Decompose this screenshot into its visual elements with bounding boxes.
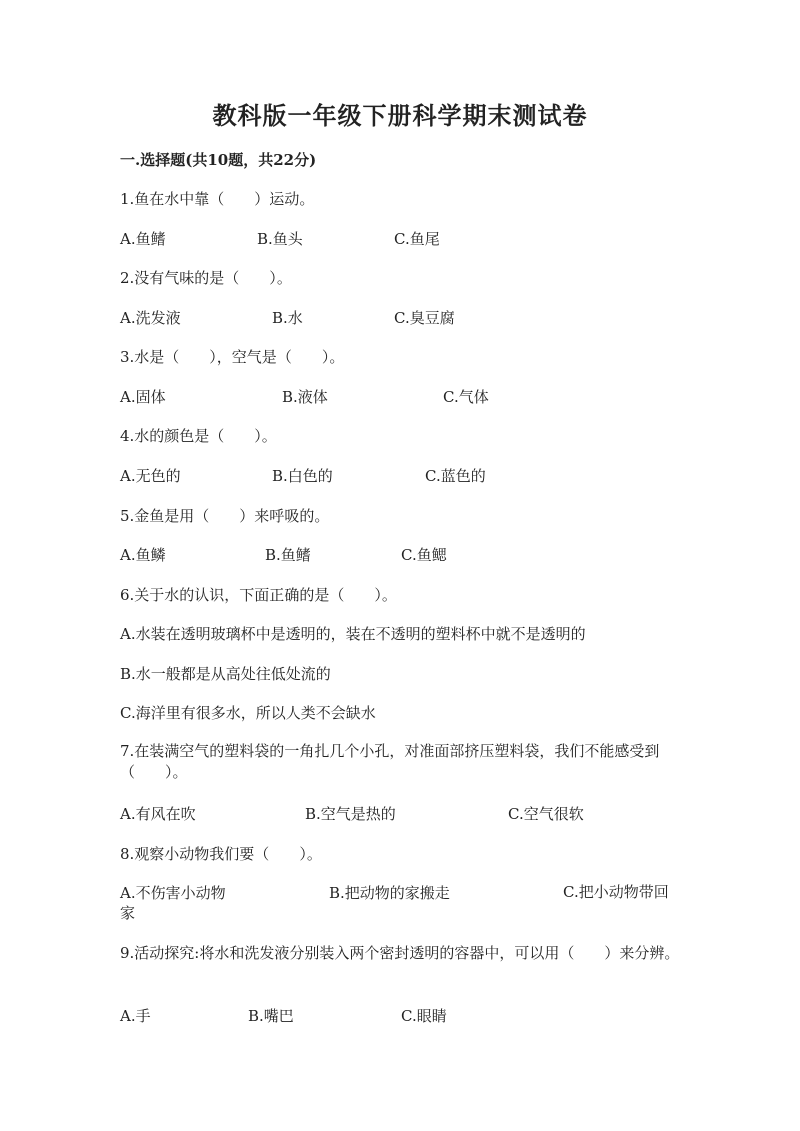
question-6-option-b: B.水一般都是从高处往低处流的 (120, 665, 331, 683)
question-5-option-a: A.鱼鳞 (120, 546, 166, 564)
question-1-stem: 1.鱼在水中靠（ ）运动。 (120, 190, 315, 208)
question-8-option-c: C.把小动物带回家 (120, 883, 669, 922)
question-9-stem: 9.活动探究:将水和洗发液分别装入两个密封透明的容器中，可以用（ ）来分辨。 (120, 944, 680, 962)
question-9-option-c: C.眼睛 (401, 1007, 447, 1025)
question-9-option-a: A.手 (120, 1007, 151, 1025)
question-5-option-b: B.鱼鳍 (265, 546, 311, 564)
question-6-stem: 6.关于水的认识，下面正确的是（ ）。 (120, 586, 397, 604)
question-9-option-b: B.嘴巴 (248, 1007, 294, 1025)
question-4-option-c: C.蓝色的 (425, 467, 486, 485)
question-2-stem: 2.没有气味的是（ ）。 (120, 269, 292, 287)
question-8-option-a: A.不伤害小动物 (120, 884, 226, 902)
question-7-stem: 7.在装满空气的塑料袋的一角扎几个小孔，对准面部挤压塑料袋，我们不能感受到（ ）。 (120, 742, 660, 781)
section-heading: 一.选择题(共10题，共22分) (120, 151, 317, 169)
question-8-stem: 8.观察小动物我们要（ ）。 (120, 845, 322, 863)
question-6-option-a: A.水装在透明玻璃杯中是透明的，装在不透明的塑料杯中就不是透明的 (120, 625, 586, 643)
question-3-option-c: C.气体 (443, 388, 489, 406)
question-1-option-a: A.鱼鳍 (120, 230, 166, 248)
question-1-option-c: C.鱼尾 (394, 230, 440, 248)
question-3-stem: 3.水是（ ），空气是（ ）。 (120, 348, 345, 366)
question-1-option-b: B.鱼头 (257, 230, 303, 248)
question-3-option-a: A.固体 (120, 388, 166, 406)
page-title: 教科版一年级下册科学期末测试卷 (212, 101, 588, 130)
question-4-stem: 4.水的颜色是（ ）。 (120, 427, 277, 445)
question-4-option-a: A.无色的 (120, 467, 181, 485)
question-4-option-b: B.白色的 (272, 467, 333, 485)
question-7-option-c: C.空气很软 (508, 805, 584, 823)
question-2-option-c: C.臭豆腐 (394, 309, 455, 327)
question-2-option-a: A.洗发液 (120, 309, 181, 327)
question-8-option-b: B.把动物的家搬走 (329, 884, 450, 902)
question-2-option-b: B.水 (272, 309, 303, 327)
question-5-option-c: C.鱼鳃 (401, 546, 447, 564)
question-6-option-c: C.海洋里有很多水，所以人类不会缺水 (120, 704, 376, 722)
question-5-stem: 5.金鱼是用（ ）来呼吸的。 (120, 507, 330, 525)
question-7-option-a: A.有风在吹 (120, 805, 196, 823)
question-3-option-b: B.液体 (282, 388, 328, 406)
question-7-option-b: B.空气是热的 (305, 805, 396, 823)
